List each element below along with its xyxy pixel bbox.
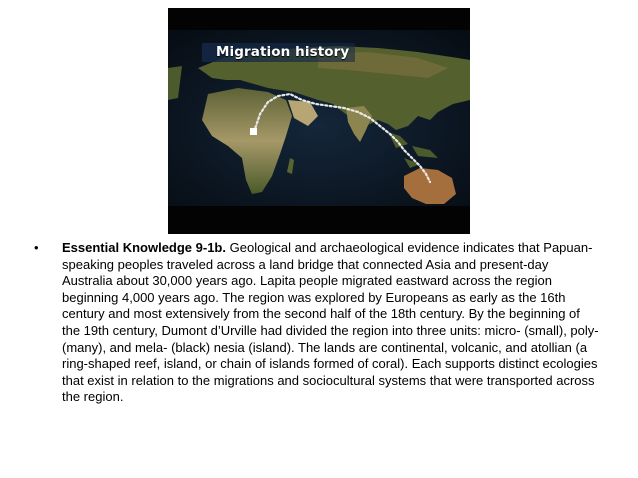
bullet-paragraph: [62, 240, 600, 406]
bullet-marker: •: [34, 240, 39, 255]
migration-map-image: [168, 8, 470, 234]
origin-marker: [250, 128, 257, 135]
world-map-graphic: [168, 8, 470, 234]
map-title: Migration history: [202, 43, 355, 62]
bullet-item: [34, 240, 600, 406]
bullet-lead: Essential Knowledge 9-1b.: [62, 240, 226, 255]
bullet-body: Geological and archaeological evidence indicates that Papuan-speaking peoples traveled across a land bridge that connected Asia and present-day Australia about 30,000 years ago. Lapita people migrated eastward across the region beginning 4,000 years ago. The region was explored by Europeans as early as the 16th century and most extensively from the second half of the 18th century. By the beginning of the 19th century, Dumont d’Urville had divided the region into three units: micro- (small), poly- (many), and mela- (black) nesia (island). The lands are continental, volcanic, and atollian (a ring-shaped reef, island, or chain of islands formed of coral). Each supports distinct ecologies that exist in relation to the migrations and sociocultural systems that were transported across the region.: [62, 240, 599, 405]
